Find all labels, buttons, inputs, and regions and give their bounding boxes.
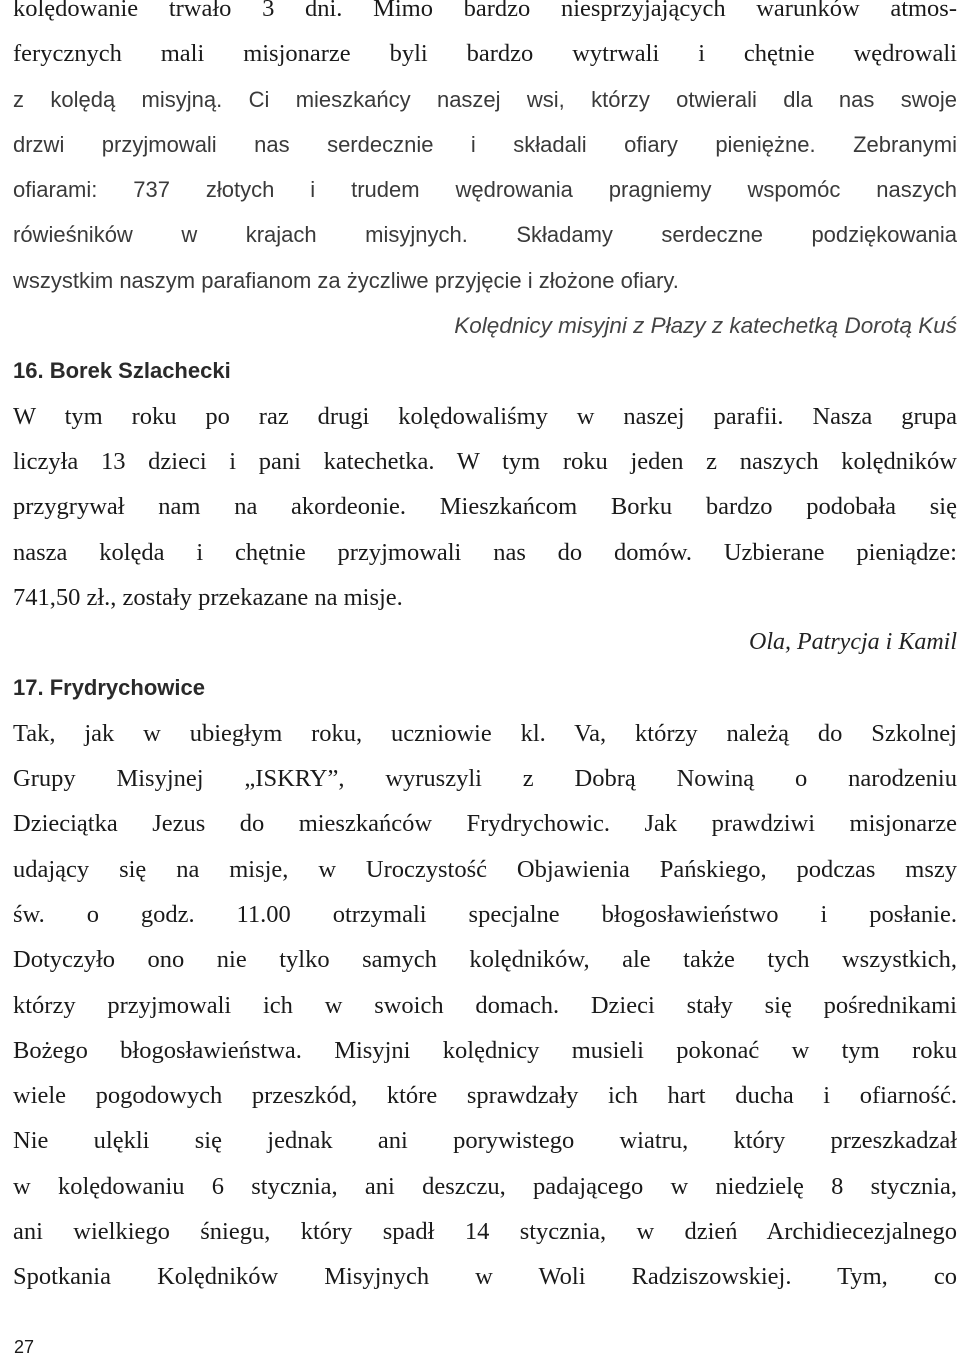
signature-borek: Ola, Patrycja i Kamil <box>749 629 957 656</box>
text-line: przygrywał nam na akordeonie. Mieszkańcom Borku bardzo podobała się <box>13 493 957 521</box>
text-line: nasza kolęda i chętnie przyjmowali nas do domów. Uzbierane pieniądze: <box>13 538 957 566</box>
page-number: 27 <box>14 1337 35 1357</box>
text-line: liczyła 13 dzieci i pani katechetka. W tym roku jeden z naszych kolędników <box>13 447 957 475</box>
text-line: 741,50 zł., zostały przekazane na misje. <box>13 583 403 611</box>
text-line: w kolędowaniu 6 stycznia, ani deszczu, padającego w niedzielę 8 stycznia, <box>13 1172 957 1200</box>
text-line: ferycznych mali misjonarze byli bardzo wytrwali i chętnie wędrowali <box>13 40 957 68</box>
text-line: Spotkania Kolędników Misyjnych w Woli Radziszowskiej. Tym, co <box>13 1263 957 1291</box>
section-heading-16: 16. Borek Szlachecki <box>13 358 231 384</box>
text-line: Grupy Misyjnej „ISKRY”, wyruszyli z Dobrą Nowiną o narodzeniu <box>13 765 957 793</box>
text-line: W tym roku po raz drugi kolędowaliśmy w naszej parafii. Nasza grupa <box>13 402 957 430</box>
text-line: wiele pogodowych przeszkód, które sprawdzały ich hart ducha i ofiarność. <box>13 1082 957 1110</box>
text-line: ofiarami: 737 złotych i trudem wędrowania pragniemy wspomóc naszych <box>13 177 957 203</box>
text-line: drzwi przyjmowali nas serdecznie i składali ofiary pieniężne. Zebranymi <box>13 131 957 157</box>
text-line: rówieśników w krajach misyjnych. Składamy serdeczne podziękowania <box>13 222 957 248</box>
text-line: z kolędą misyjną. Ci mieszkańcy naszej wsi, którzy otwierali dla nas swoje <box>13 86 957 112</box>
text-line: udający się na misje, w Uroczystość Objawienia Pańskiego, podczas mszy <box>13 855 957 883</box>
paragraph-plaza-continued <box>13 0 957 303</box>
text-line: Dzieciątka Jezus do mieszkańców Frydrychowic. Jak prawdziwi misjonarze <box>13 810 957 838</box>
document-page <box>13 0 957 1300</box>
text-line: którzy przyjmowali ich w swoich domach. Dzieci stały się pośrednikami <box>13 991 957 1019</box>
text-line: Dotyczyło ono nie tylko samych kolędników, ale także tych wszystkich, <box>13 946 957 974</box>
text-line: kolędowanie trwało 3 dni. Mimo bardzo niesprzyjających warunków atmos- <box>13 0 957 22</box>
section-heading-17: 17. Frydrychowice <box>13 675 205 701</box>
text-line: Nie ulękli się jednak ani porywistego wiatru, który przeszkadzał <box>13 1127 957 1155</box>
section-16-body <box>13 394 957 620</box>
text-line: Tak, jak w ubiegłym roku, uczniowie kl. Va, którzy należą do Szkolnej <box>13 719 957 747</box>
section-17-body <box>13 711 957 1300</box>
text-line: wszystkim naszym parafianom za życzliwe przyjęcie i złożone ofiary. <box>13 267 679 293</box>
signature-plaza: Kolędnicy misyjni z Płazy z katechetką Dorotą Kuś <box>454 313 957 339</box>
text-line: św. o godz. 11.00 otrzymali specjalne błogosławieństwo i posłanie. <box>13 900 957 928</box>
text-line: ani wielkiego śniegu, który spadł 14 stycznia, w dzień Archidiecezjalnego <box>13 1218 957 1246</box>
text-line: Bożego błogosławieństwa. Misyjni kolędnicy musieli pokonać w tym roku <box>13 1036 957 1064</box>
